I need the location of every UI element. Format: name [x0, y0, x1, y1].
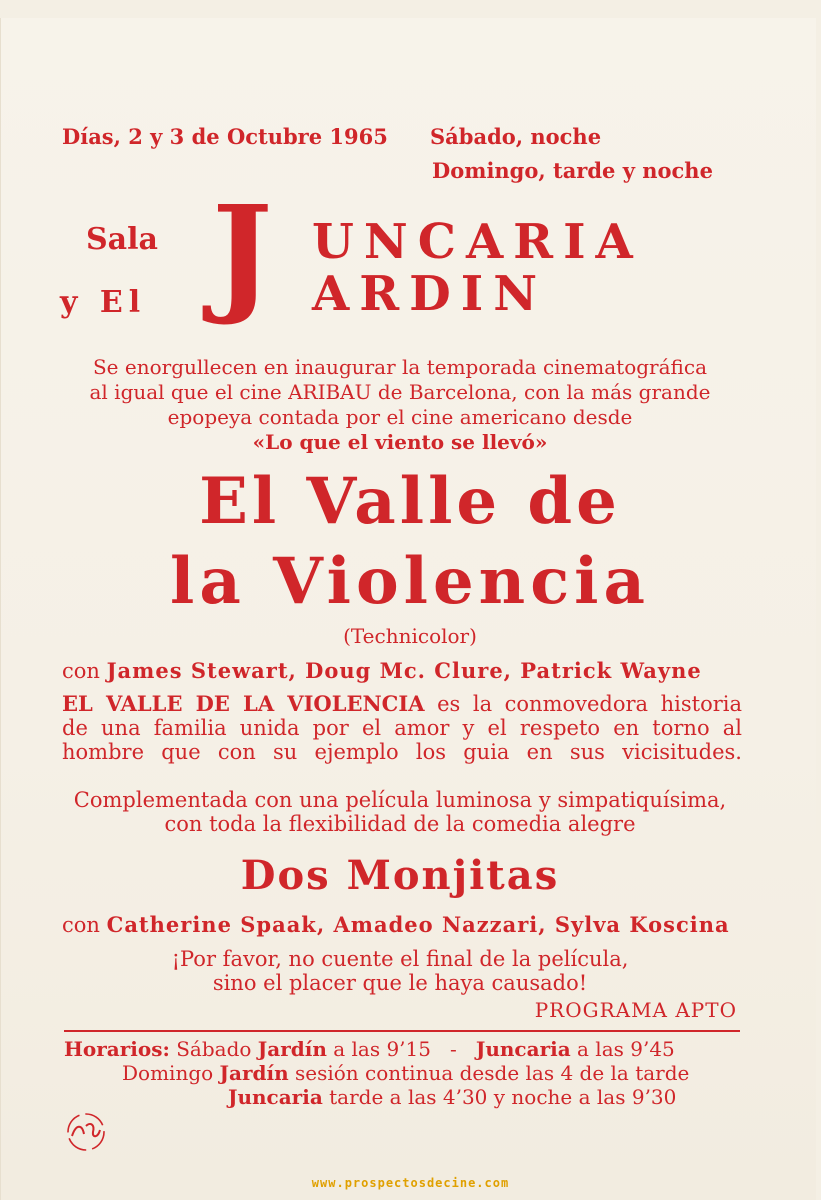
intro-line: al igual que el cine ARIBAU de Barcelona, con la más grande — [89, 380, 711, 404]
intro-paragraph — [60, 355, 740, 455]
cast-prefix: con — [62, 659, 107, 683]
horarios-text: sesión continua desde las 4 de la tarde — [288, 1061, 690, 1085]
intro-quote: «Lo que el viento se llevó» — [252, 430, 548, 454]
feature-cast — [62, 658, 702, 683]
horarios-text: a las 9’45 — [570, 1037, 675, 1061]
horarios-line-2 — [122, 1061, 689, 1085]
plea-line: ¡Por favor, no cuente el final de la película, — [171, 947, 629, 971]
horarios-venue: Juncaria — [475, 1037, 571, 1061]
venue-jardin: ARDIN — [312, 266, 548, 322]
second-feature-cast — [62, 912, 730, 937]
horarios-text: Sábado — [169, 1037, 258, 1061]
second-feature-title: Dos Monjitas — [240, 852, 560, 899]
feature-title-line1: El Valle de — [199, 464, 621, 539]
spoiler-plea — [60, 947, 740, 995]
complement-line: con toda la flexibilidad de la comedia alegre — [164, 812, 636, 836]
horarios-venue: Jardín — [257, 1037, 327, 1061]
intro-line: Se enorgullecen en inaugurar la temporada cinematográfica — [92, 355, 707, 379]
plea-line: sino el placer que le haya causado! — [212, 971, 588, 995]
intro-line: epopeya contada por el cine americano desde — [167, 405, 633, 429]
horarios-line-3 — [228, 1085, 676, 1109]
venue-sala-label: Sala — [86, 222, 158, 257]
complement-line: Complementada con una película luminosa y simpatiquísima, — [73, 788, 727, 812]
technicolor-note: (Technicolor) — [343, 624, 477, 648]
feature-description — [62, 692, 742, 764]
desc-line: de una familia unida por el amor y el respeto en torno al — [62, 716, 742, 740]
venue-juncaria: UNCARIA — [312, 214, 643, 270]
desc-text: es la conmovedora historia — [424, 692, 742, 716]
schedule-saturday: Sábado, noche — [430, 124, 602, 149]
divider-line — [64, 1030, 740, 1032]
show-dates: Días, 2 y 3 de Octubre 1965 — [62, 124, 388, 149]
horarios-venue: Juncaria — [228, 1085, 323, 1109]
venue-y-el-label: y El — [60, 285, 147, 320]
cast-prefix: con — [62, 913, 107, 937]
printer-logo-icon — [62, 1110, 110, 1154]
watermark-website: www.prospectosdecine.com — [311, 1176, 510, 1190]
cast-names: James Stewart, Doug Mc. Clure, Patrick Wayne — [106, 658, 702, 683]
desc-line — [62, 692, 742, 716]
venue-initial-letter: J — [212, 179, 273, 329]
desc-title: EL VALLE DE LA VIOLENCIA — [62, 691, 425, 716]
horarios-label: Horarios: — [64, 1037, 170, 1061]
horarios-venue: Jardín — [219, 1061, 289, 1085]
horarios-text: tarde a las 4’30 y noche a las 9’30 — [322, 1085, 677, 1109]
desc-line: hombre que con su ejemplo los guia en sus vicisitudes. — [62, 740, 742, 764]
feature-title-line2: la Violencia — [170, 544, 650, 619]
horarios-text: a las 9’15 - — [326, 1037, 476, 1061]
horarios-line-1 — [64, 1037, 675, 1061]
horarios-text: Domingo — [122, 1061, 220, 1085]
rating-label: PROGRAMA APTO — [534, 998, 737, 1022]
schedule-sunday: Domingo, tarde y noche — [432, 158, 713, 183]
cast-names: Catherine Spaak, Amadeo Nazzari, Sylva Koscina — [106, 912, 730, 937]
complement-paragraph — [60, 788, 740, 836]
